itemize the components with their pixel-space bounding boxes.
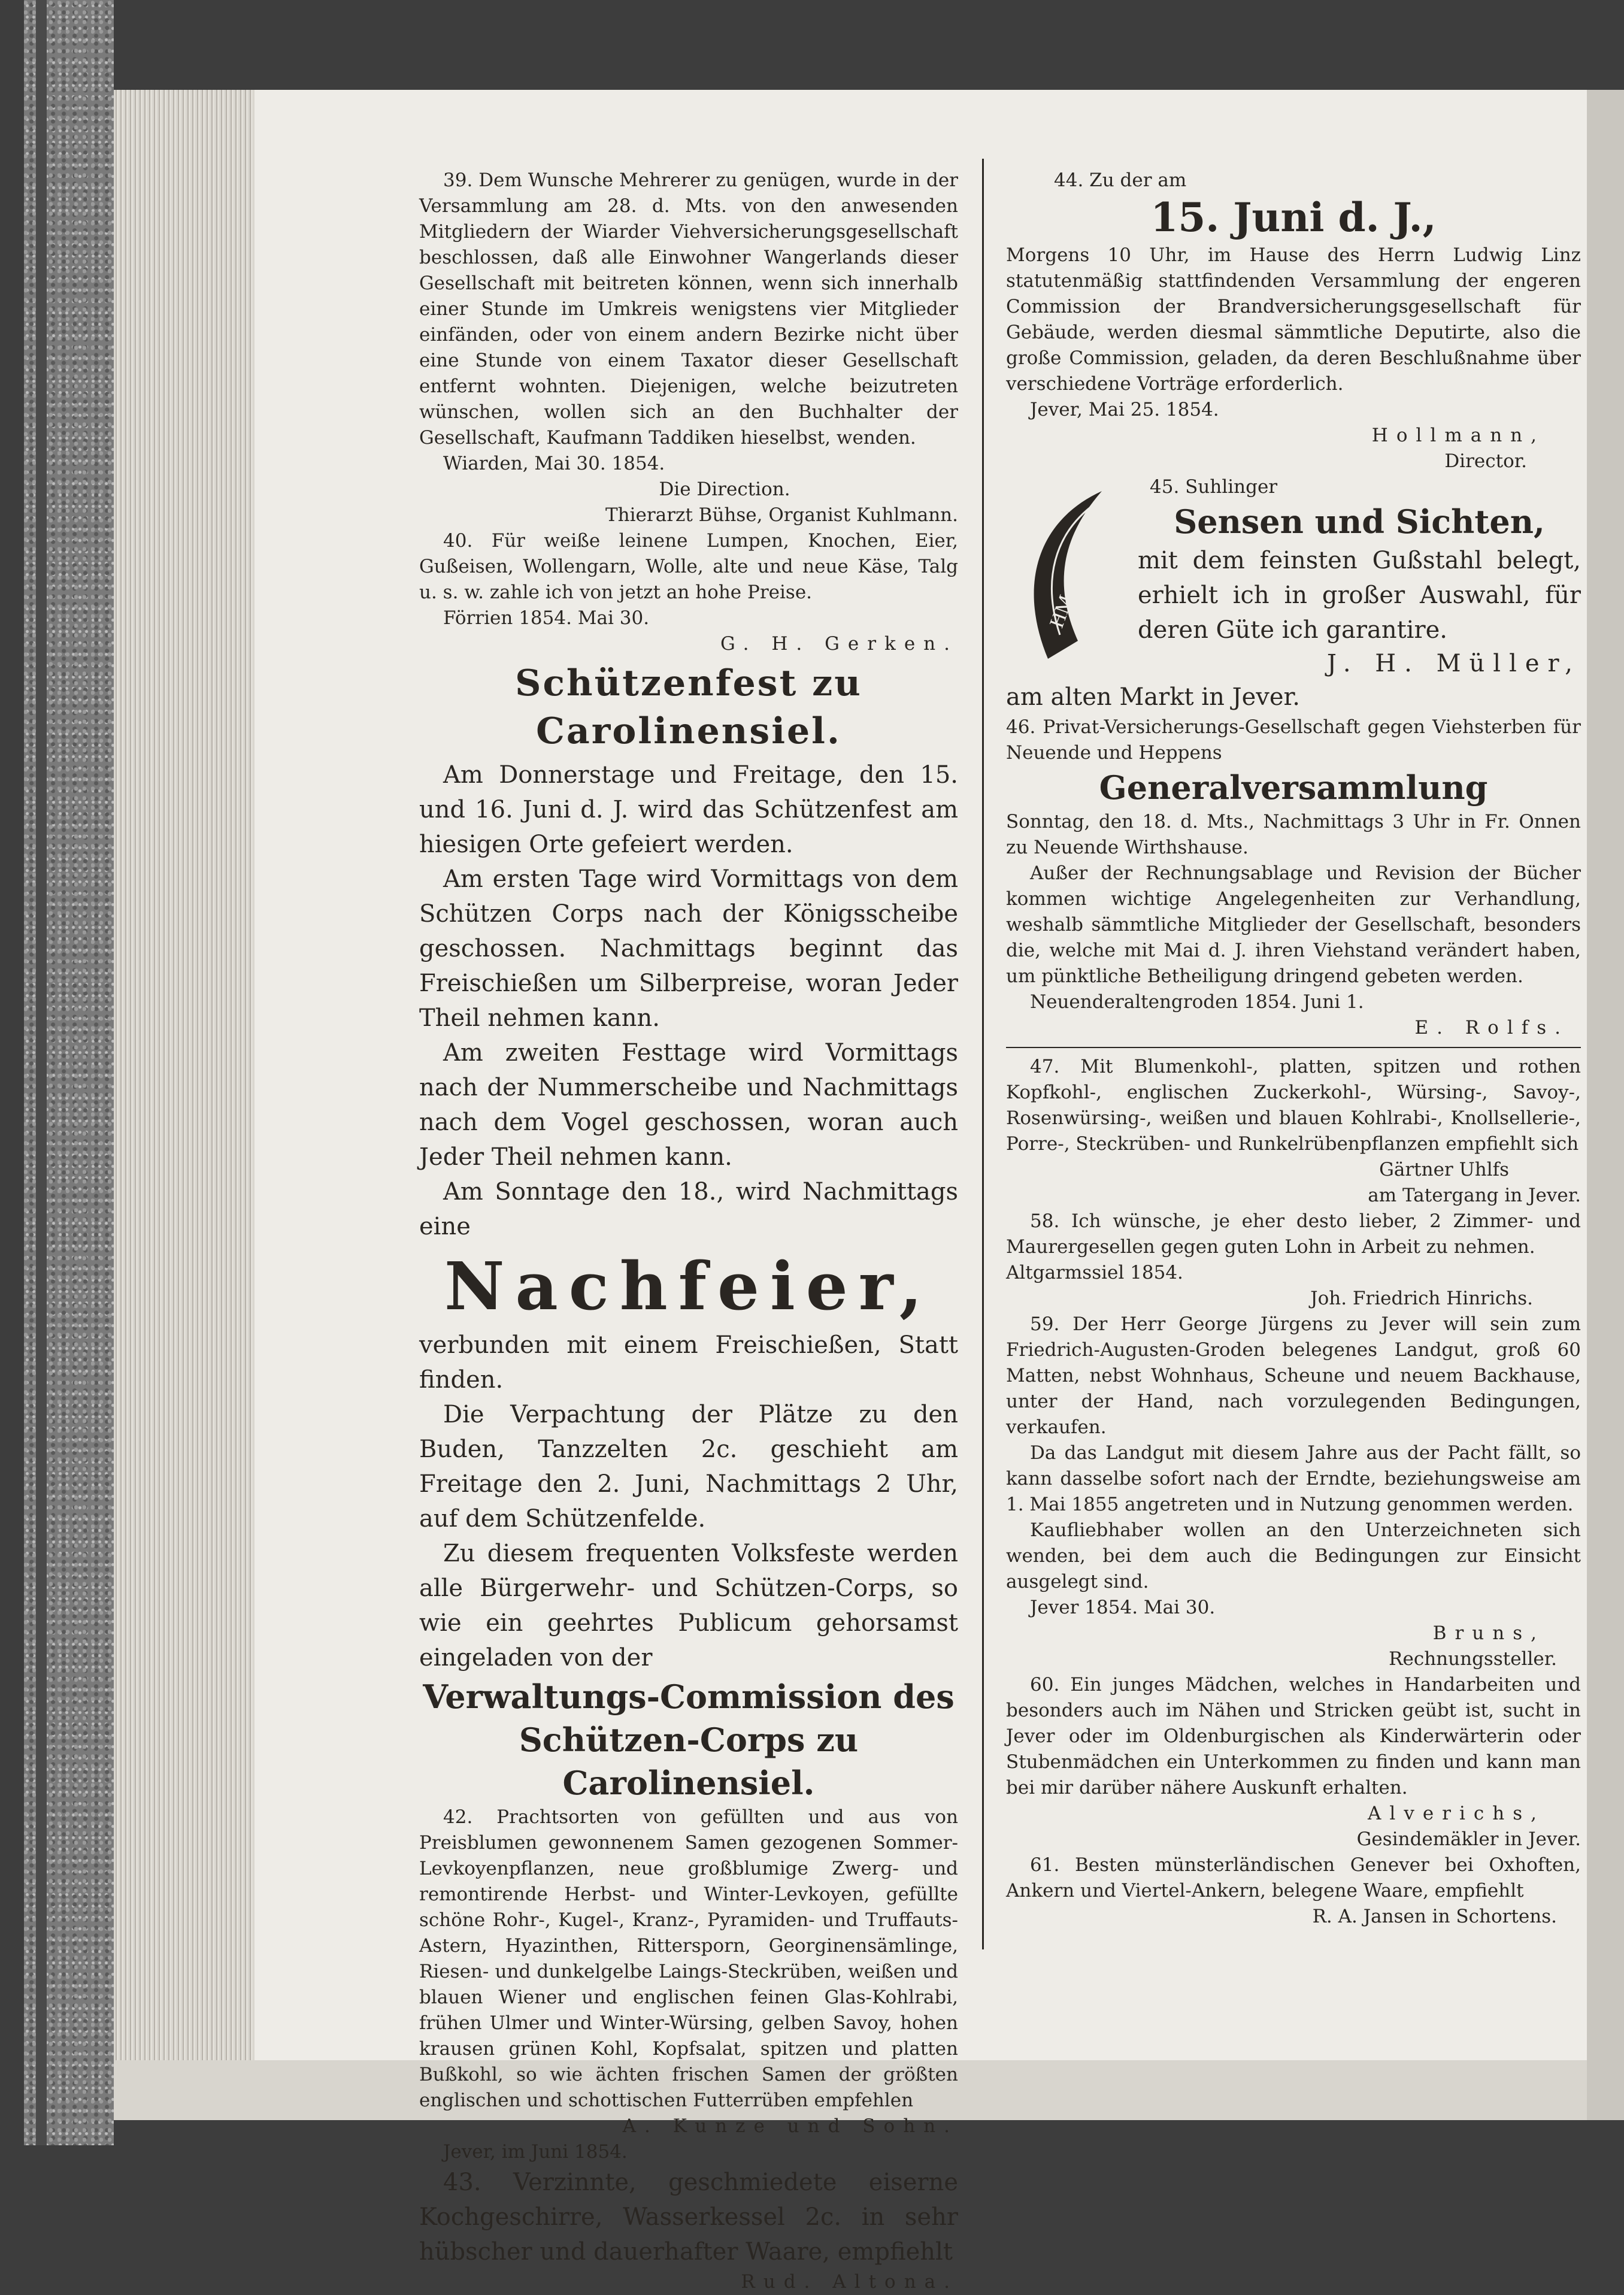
notice-44-text: Morgens 10 Uhr, im Hause des Herrn Ludwig Linz statutenmäßig stattfindenden Versammlung der engeren Commission der Brandversicherungsgesellschaft für Gebäude, werden diesmal sämmtliche Deputirte, also die große Commission, geladen, da deren Beschlußnahme über verschiedene Vorträge erforderlich. — [1006, 244, 1581, 395]
notice-60-sig2: Gesindemäkler in Jever. — [1356, 1828, 1581, 1850]
notice-58 — [1006, 1209, 1581, 1312]
facing-page-edge — [1587, 90, 1624, 2120]
notice-59-text2: Da das Landgut mit diesem Jahre aus der Pacht fällt, so kann dasselbe sofort nach der Erndte, beziehungsweise am 1. Mai 1855 angetreten und in Nutzung genommen werden. — [1006, 1442, 1581, 1515]
notice-59-sig2: Rechnungssteller. — [1389, 1648, 1557, 1670]
separator-rule — [1006, 1047, 1581, 1048]
notice-39-place: Wiarden, Mai 30. 1854. — [443, 453, 665, 474]
notice-45-heading: Sensen und Sichten, — [1174, 502, 1545, 541]
notice-47 — [1006, 1054, 1581, 1209]
notice-60 — [1006, 1672, 1581, 1852]
notice-44-sig1: Hollmann, — [1371, 425, 1545, 446]
notice-45 — [1006, 474, 1581, 714]
notice-59-text: 59. Der Herr George Jürgens zu Jever will sein zum Friedrich-Augusten-Groden belegenes Landgut, groß 60 Matten, nebst Wohnhaus, Scheune und neuem Backhause, unter der Hand, nach vorzulegenden Bedingungen, verkaufen. — [1006, 1313, 1581, 1438]
notice-43 — [419, 2165, 958, 2295]
notice-46 — [1006, 714, 1581, 1041]
column-divider — [982, 159, 984, 1949]
notice-43-text: 43. Verzinnte, geschmiedete eiserne Kochgeschirre, Wasserkessel 2c. in sehr hübscher und dauerhafter Waare, empfiehlt — [419, 2169, 958, 2266]
notice-46-text2: Außer der Rechnungsablage und Revision der Bücher kommen wichtige Angelegenheiten zur Verhandlung, weshalb sämmtliche Mitglieder der Gesellschaft, besonders die, welche mit Mai d. J. ihren Viehstand verändert haben, um pünktliche Betheiligung dringend gebeten werden. — [1006, 862, 1581, 987]
notice-39-sig2: Thierarzt Bühse, Organist Kuhlmann. — [605, 504, 958, 526]
notice-45-sig2: am alten Markt in Jever. — [1006, 683, 1300, 711]
schuetzenfest-p5: verbunden mit einem Freischießen, Statt finden. — [419, 1331, 958, 1394]
schuetzenfest-p1: Am Donnerstage und Freitage, den 15. und 16. Juni d. J. wird das Schützenfest am hiesigen Orte gefeiert werden. — [419, 761, 958, 858]
schuetzenfest-p4: Am Sonntage den 18., wird Nachmittags eine — [419, 1178, 958, 1240]
right-column — [1006, 168, 1581, 1930]
notice-44-intro: 44. Zu der am — [1054, 169, 1187, 191]
notice-59 — [1006, 1312, 1581, 1672]
notice-47-sig2: am Tatergang in Jever. — [1368, 1185, 1581, 1206]
notice-42 — [419, 1804, 958, 2165]
notice-58-place: Altgarmssiel 1854. — [1006, 1262, 1183, 1283]
notice-61-sig: R. A. Jansen in Schortens. — [1312, 1906, 1557, 1927]
notice-42-text: 42. Prachtsorten von gefüllten und aus von Preisblumen gewonnenem Samen gezogenen Sommer-Levkoyenpflanzen, neue großblumige Zwerg- und remontirende Herbst- und Winter-Levkoyen, gefüllte schöne Rohr-, Kugel-, Kranz-, Pyramiden- und Truffauts-Astern, Hyazinthen, Rittersporn, Georginensämlinge, Riesen- und dunkelgelbe Laings-Steckrüben, weißen und blauen Wiener und englischen feinen Glas-Kohlrabi, frühen Ulmer und Winter-Würsing, gelben Savoy, hohen krausen grünen Kohl, Kopfsalat, spitzen und platten Bußkohl, so wie ächten frischen Samen der größten englischen und schottischen Futterrüben empfehlen — [419, 1806, 958, 2111]
notice-59-place: Jever 1854. Mai 30. — [1030, 1597, 1216, 1618]
notice-47-sig1: Gärtner Uhlfs — [1379, 1159, 1509, 1180]
schuetzenfest-p7: Zu diesem frequenten Volksfeste werden alle Bürgerwehr- und Schützen-Corps, so wie ein geehrtes Publicum gehorsamst eingeladen von der — [419, 1540, 958, 1672]
notice-46-heading: Generalversammlung — [1099, 768, 1488, 807]
schuetzenfest-sig2: Schützen-Corps zu Carolinensiel. — [519, 1721, 859, 1802]
notice-39-text: 39. Dem Wunsche Mehrerer zu genügen, wurde in der Versammlung am 28. d. Mts. von den anwesenden Mitgliedern der Wiarder Viehversicherungsgesellschaft beschlossen, daß alle Einwohner Wangerlands dieser Gesellschaft mit beitreten können, wenn sich innerhalb einer Stunde im Umkreis wenigstens vier Mitglieder einfänden, oder von einem andern Bezirke nicht über eine Stunde von einem Taxator dieser Gesellschaft entfernt wohnten. Diejenigen, welche beizutreten wünschen, wollen sich an den Buchhalter der Gesellschaft, Kaufmann Taddiken hieselbst, wenden. — [419, 169, 958, 449]
notice-61-text: 61. Besten münsterländischen Genever bei Oxhoften, Ankern und Viertel-Ankern, belegene Waare, empfiehlt — [1006, 1854, 1581, 1902]
notice-39 — [419, 168, 958, 528]
notice-46-place: Neuenderaltengroden 1854. Juni 1. — [1030, 991, 1364, 1013]
notice-58-text: 58. Ich wünsche, je eher desto lieber, 2 Zimmer- und Maurergesellen gegen guten Lohn in Arbeit zu nehmen. — [1006, 1210, 1581, 1258]
schuetzenfest-notice — [419, 659, 958, 1804]
notice-45-text: mit dem feinsten Gußstahl belegt, erhielt ich in großer Auswahl, für deren Güte ich garantire. — [1138, 547, 1581, 644]
left-column — [419, 168, 958, 2295]
notice-61 — [1006, 1852, 1581, 1930]
notice-60-sig1: Alverichs, — [1368, 1803, 1545, 1824]
notice-45-intro: 45. Suhlinger — [1150, 476, 1278, 498]
schuetzenfest-p6: Die Verpachtung der Plätze zu den Buden, Tanzzelten 2c. geschieht am Freitage den 2. Juni, Nachmittags 2 Uhr, auf dem Schützenfelde. — [419, 1401, 958, 1533]
page-stack — [114, 90, 257, 2120]
notice-40-sig: G. H. Gerken. — [720, 633, 958, 655]
notice-40 — [419, 528, 958, 657]
sickle-logo-text: HM — [1045, 592, 1078, 631]
schuetzenfest-p2: Am ersten Tage wird Vormittags von dem Schützen Corps nach der Königsscheibe geschossen. Nachmittags beginnt das Freischießen um Silberpreise, woran Jeder Theil nehmen kann. — [419, 865, 958, 1032]
notice-59-text3: Kaufliebhaber wollen an den Unterzeichneten sich wenden, bei dem auch die Bedingungen zur Einsicht ausgelegt sind. — [1006, 1519, 1581, 1592]
notice-46-sig: E. Rolfs. — [1414, 1017, 1569, 1038]
notice-47-text: 47. Mit Blumenkohl-, platten, spitzen und rothen Kopfkohl-, englischen Zuckerkohl-, Würsing-, Savoy-, Rosenwürsing-, weißen und blauen Kohlrabi-, Knollsellerie-, Porre-, Steckrüben- und Runkelrübenpflanzen empfiehlt sich — [1006, 1056, 1581, 1155]
cover-edge — [36, 0, 47, 2145]
notice-42-place: Jever, im Juni 1854. — [443, 2141, 628, 2163]
notice-46-intro: 46. Privat-Versicherungs-Gesellschaft gegen Viehsterben für Neuende und Heppens — [1006, 716, 1581, 764]
notice-58-sig: Joh. Friedrich Hinrichs. — [1310, 1288, 1533, 1309]
notice-42-sig: A. Kunze und Sohn. — [622, 2115, 958, 2137]
notice-40-place: Förrien 1854. Mai 30. — [443, 607, 650, 629]
notice-59-sig1: Bruns, — [1432, 1622, 1545, 1644]
notice-44 — [1006, 168, 1581, 474]
notice-39-sig1: Die Direction. — [659, 479, 790, 500]
notice-44-date: 15. Juni d. J., — [1150, 194, 1437, 241]
notice-45-sig1: J. H. Müller, — [1326, 650, 1581, 677]
notice-40-text: 40. Für weiße leinene Lumpen, Knochen, Eier, Gußeisen, Wollengarn, Wolle, alte und neue Käse, Talg u. s. w. zahle ich von jetzt an hohe Preise. — [419, 530, 958, 603]
schuetzenfest-p3: Am zweiten Festtage wird Vormittags nach der Nummerscheibe und Nachmittags nach dem Vogel geschossen, woran auch Jeder Theil nehmen kann. — [419, 1039, 958, 1171]
notice-46-text: Sonntag, den 18. d. Mts., Nachmittags 3 Uhr in Fr. Onnen zu Neuende Wirthshause. — [1006, 811, 1581, 858]
nachfeier-heading: Nachfeier, — [444, 1248, 934, 1325]
schuetzenfest-heading: Schützenfest zu Carolinensiel. — [515, 662, 862, 752]
schuetzenfest-sig1: Verwaltungs-Commission des — [423, 1678, 955, 1716]
notice-44-sig2: Director. — [1444, 450, 1527, 472]
notice-44-place: Jever, Mai 25. 1854. — [1030, 399, 1219, 420]
notice-60-text: 60. Ein junges Mädchen, welches in Handarbeiten und besonders auch im Nähen und Stricken geübt ist, sucht in Jever oder im Oldenburgischen als Kinderwärterin oder Stubenmädchen ein Unterkommen zu finden und kann man bei mir darüber nähere Auskunft erhalten. — [1006, 1674, 1581, 1799]
notice-43-sig: Rud. Altona. — [741, 2271, 958, 2293]
